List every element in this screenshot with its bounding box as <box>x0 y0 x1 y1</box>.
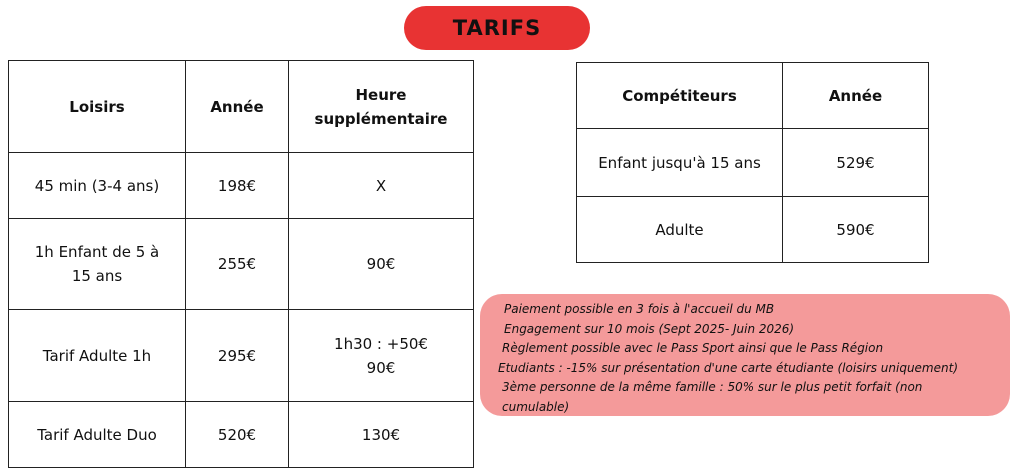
row-annee: 295€ <box>186 310 289 402</box>
heure-line: 90€ <box>366 358 396 377</box>
row-annee: 590€ <box>783 197 929 263</box>
loisirs-table <box>8 60 474 468</box>
header-annee: Année <box>186 61 289 153</box>
table-row <box>577 197 929 263</box>
row-label <box>9 219 186 310</box>
row-annee: 529€ <box>783 129 929 197</box>
header-line: supplémentaire <box>314 109 448 128</box>
header-line: Heure <box>355 85 407 104</box>
row-heure: 130€ <box>289 402 474 468</box>
header-loisirs: Loisirs <box>9 61 186 153</box>
row-annee: 520€ <box>186 402 289 468</box>
table-row <box>9 310 474 402</box>
table-row <box>577 129 929 197</box>
header-competiteurs: Compétiteurs <box>577 63 783 129</box>
info-line: Etudiants : -15% sur présentation d'une carte étudiante (loisirs uniquement) <box>498 360 958 375</box>
table-row <box>9 219 474 310</box>
row-label: Tarif Adulte Duo <box>9 402 186 468</box>
info-box <box>480 294 1010 416</box>
row-heure: 90€ <box>289 219 474 310</box>
label-line: 15 ans <box>71 267 123 285</box>
row-annee: 255€ <box>186 219 289 310</box>
page-title: TARIFS <box>452 16 542 40</box>
header-annee: Année <box>783 63 929 129</box>
row-heure <box>289 310 474 402</box>
row-label: Tarif Adulte 1h <box>9 310 186 402</box>
info-line: Règlement possible avec le Pass Sport ainsi que le Pass Région <box>502 341 884 355</box>
row-label: 45 min (3-4 ans) <box>9 153 186 219</box>
info-line: cumulable) <box>502 399 570 414</box>
table-row <box>9 402 474 468</box>
row-label: Enfant jusqu'à 15 ans <box>577 129 783 197</box>
row-label: Adulte <box>577 197 783 263</box>
table-header-row <box>9 61 474 153</box>
row-heure: X <box>289 153 474 219</box>
row-annee: 198€ <box>186 153 289 219</box>
competiteurs-table <box>576 62 929 263</box>
table-header-row <box>577 63 929 129</box>
heure-line: 1h30 : +50€ <box>334 334 428 353</box>
info-line: Engagement sur 10 mois (Sept 2025- Juin 2026) <box>504 321 795 336</box>
table-row <box>9 153 474 219</box>
info-line: 3ème personne de la même famille : 50% sur le plus petit forfait (non <box>502 380 923 394</box>
header-heure-supplementaire <box>289 61 474 153</box>
info-line: Paiement possible en 3 fois à l'accueil du MB <box>504 302 775 316</box>
title-banner <box>404 6 590 50</box>
label-line: 1h Enfant de 5 à <box>34 243 160 261</box>
